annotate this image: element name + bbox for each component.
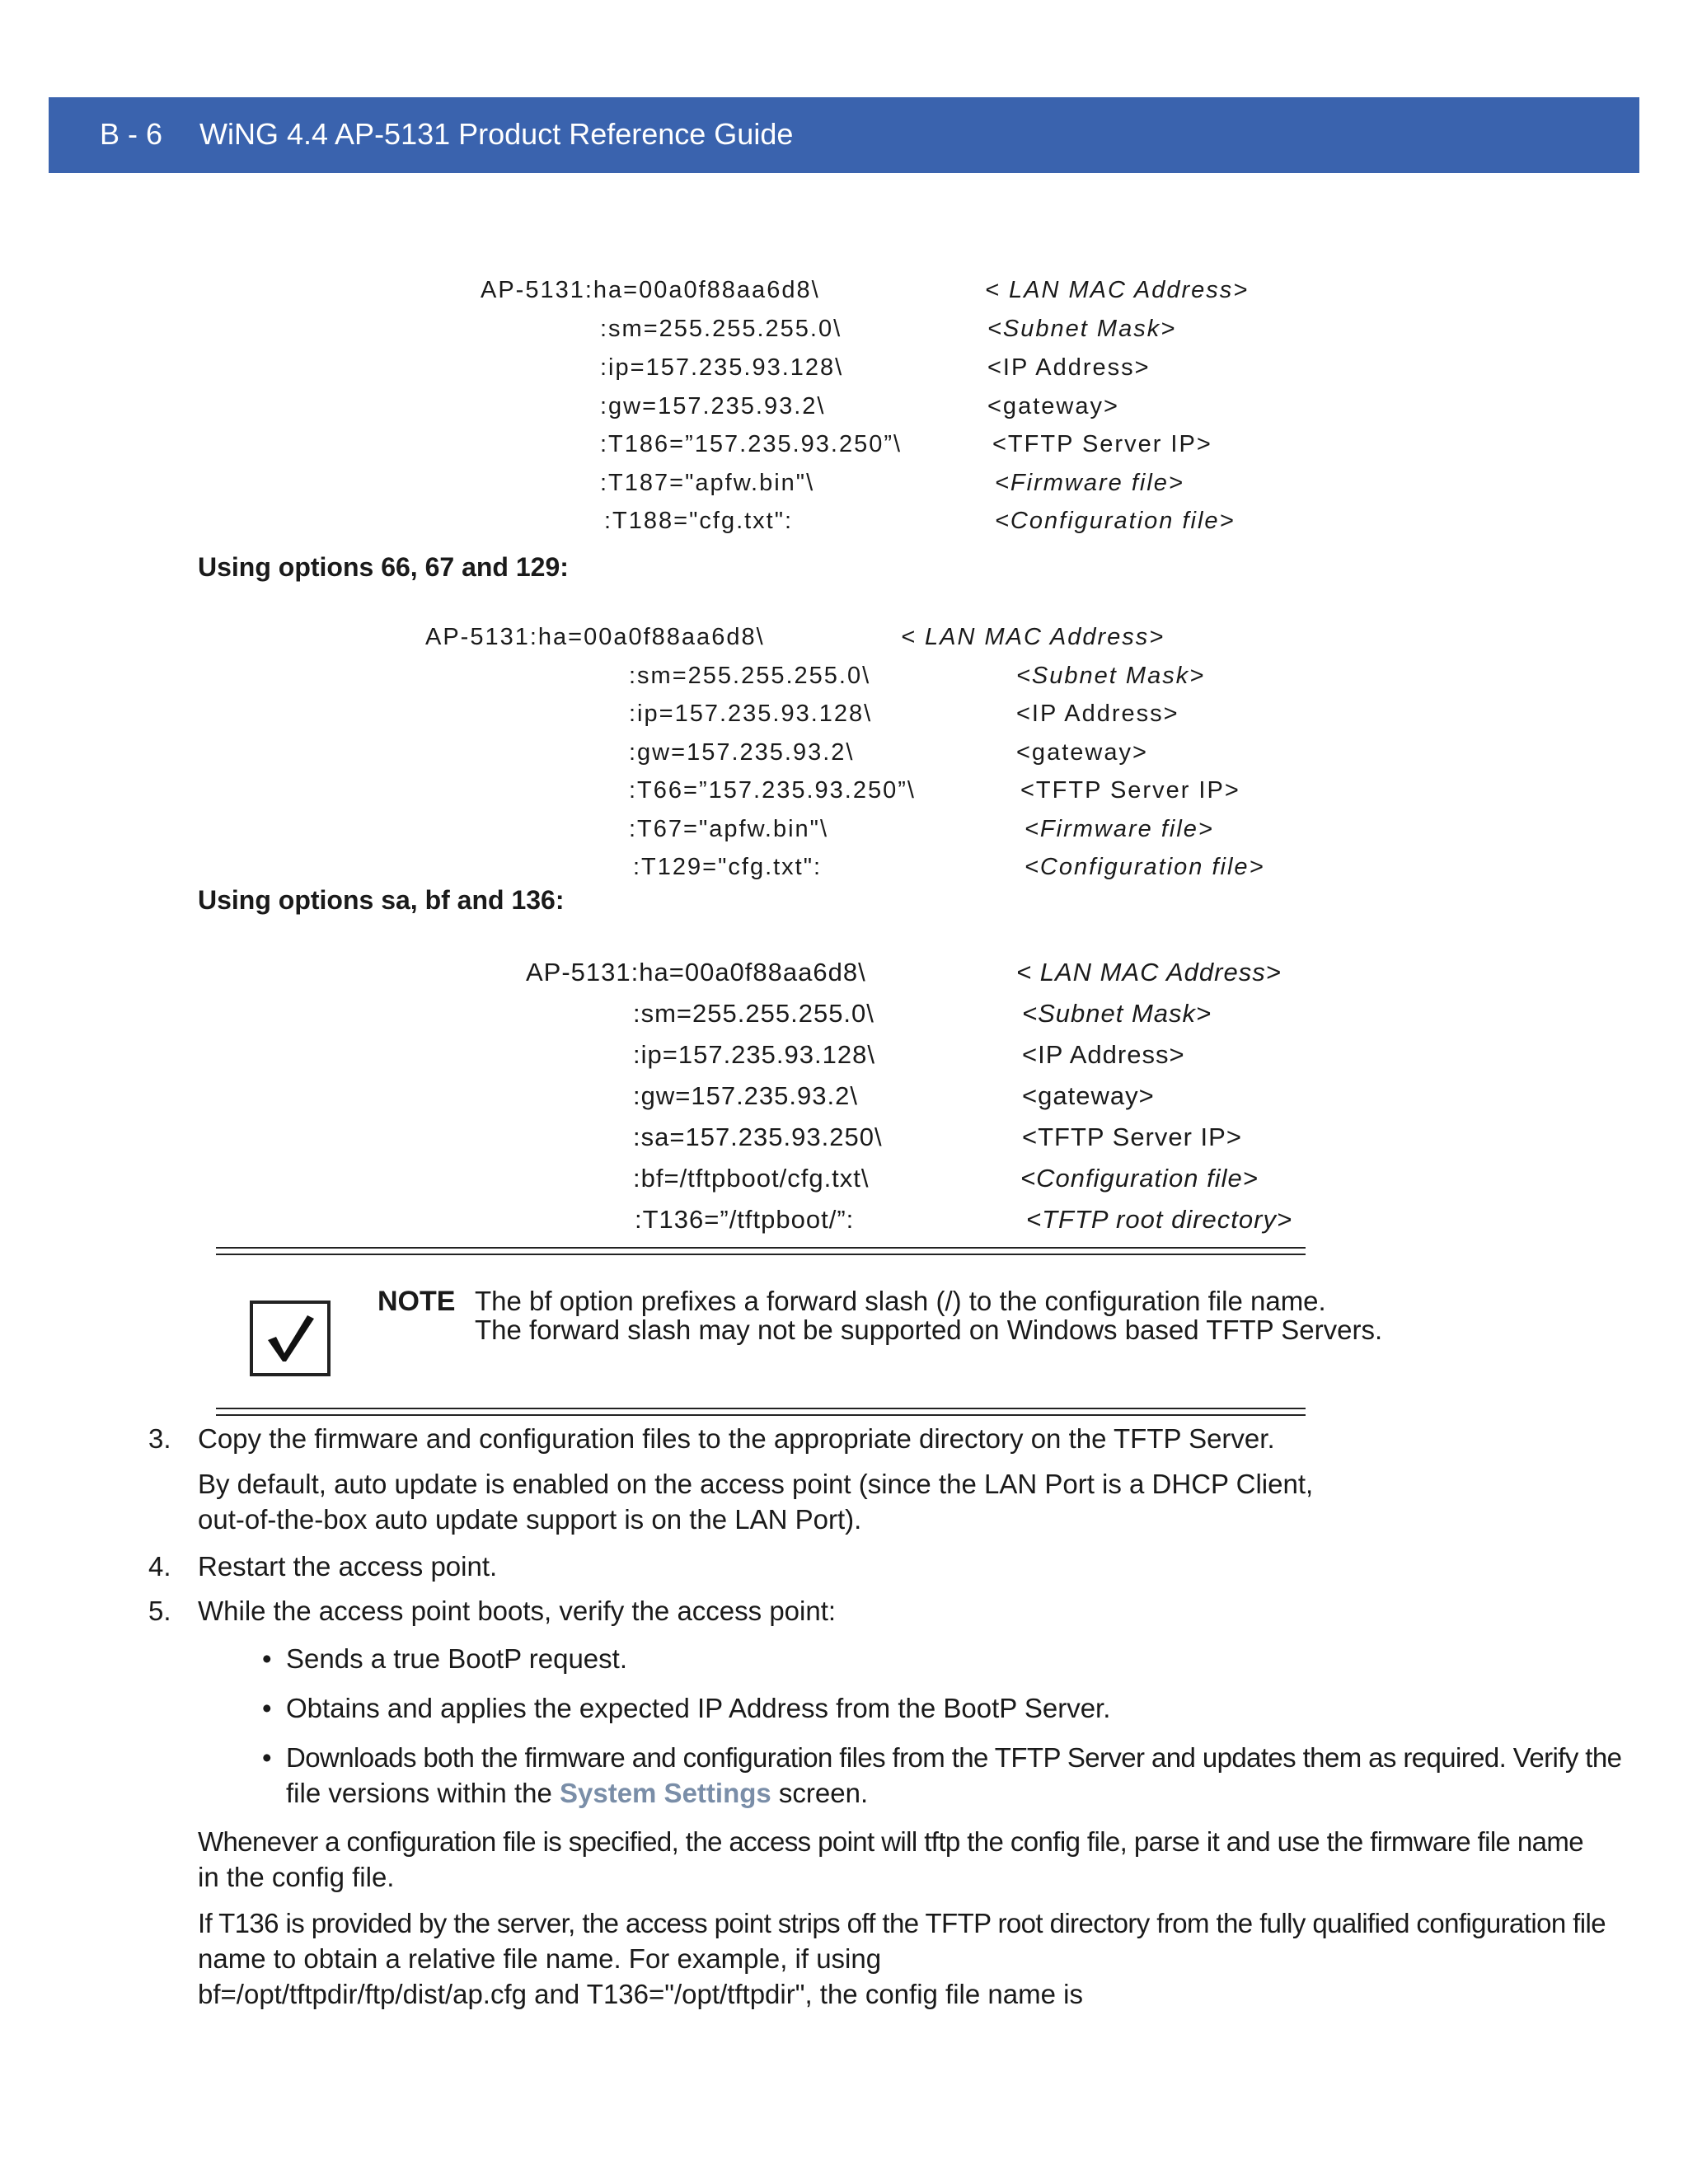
- code-comment: <IP Address>: [1022, 1040, 1185, 1069]
- code-line: :gw=157.235.93.2\: [600, 393, 826, 419]
- code-comment: <IP Address>: [987, 354, 1151, 381]
- checkmark-icon: [256, 1307, 324, 1370]
- bullet-icon: •: [262, 1742, 272, 1773]
- code-line: :gw=157.235.93.2\: [633, 1081, 858, 1110]
- code-line: :T66=”157.235.93.250”\: [629, 777, 916, 804]
- section-heading: Using options 66, 67 and 129:: [198, 552, 569, 582]
- page-header: [49, 97, 1639, 173]
- code-line: :gw=157.235.93.2\: [629, 739, 855, 766]
- code-comment: <TFTP Server IP>: [1022, 1122, 1242, 1151]
- paragraph: Whenever a configuration file is specified, the access point will tftp the config file, parse it and use the firmware file name: [198, 1826, 1584, 1857]
- code-line: :ip=157.235.93.128\: [629, 701, 873, 727]
- note-rule-bottom: [216, 1408, 1306, 1409]
- note-label: NOTE: [377, 1286, 456, 1317]
- code-line: :ip=157.235.93.128\: [633, 1040, 875, 1069]
- code-comment: <Firmware file>: [995, 470, 1184, 496]
- code-comment: <gateway>: [987, 393, 1119, 419]
- code-line: :sm=255.255.255.0\: [600, 316, 842, 342]
- step-paragraph: By default, auto update is enabled on the access point (since the LAN Port is a DHCP Client,: [198, 1469, 1314, 1499]
- note-checkbox: [250, 1301, 331, 1376]
- section-heading: Using options sa, bf and 136:: [198, 885, 565, 915]
- code-line: :T136=”/tftpboot/”:: [635, 1205, 855, 1234]
- step-paragraph: out-of-the-box auto update support is on the LAN Port).: [198, 1504, 862, 1535]
- code-comment: < LAN MAC Address>: [985, 277, 1250, 303]
- step-number: 3.: [148, 1423, 171, 1454]
- code-line: :sm=255.255.255.0\: [633, 999, 874, 1028]
- code-comment: <Firmware file>: [1025, 816, 1214, 842]
- paragraph: If T136 is provided by the server, the access point strips off the TFTP root directory from the fully qualified configuration file: [198, 1908, 1606, 1938]
- code-line: :T187="apfw.bin"\: [600, 470, 815, 496]
- note-rule-top: [216, 1247, 1306, 1249]
- code-line: :sa=157.235.93.250\: [633, 1122, 883, 1151]
- code-comment: <gateway>: [1022, 1081, 1155, 1110]
- system-settings-link[interactable]: System Settings: [559, 1778, 771, 1808]
- paragraph: bf=/opt/tftpdir/ftp/dist/ap.cfg and T136="/opt/tftpdir", the config file name is: [198, 1979, 1083, 2009]
- code-line: AP-5131:ha=00a0f88aa6d8\: [526, 958, 866, 987]
- code-line: :T186=”157.235.93.250”\: [600, 431, 903, 457]
- bullet-icon: •: [262, 1693, 272, 1723]
- document-title: WiNG 4.4 AP-5131 Product Reference Guide: [199, 117, 794, 151]
- code-comment: <Subnet Mask>: [1022, 999, 1212, 1028]
- code-comment: <IP Address>: [1016, 701, 1179, 727]
- code-comment: <Configuration file>: [1025, 854, 1265, 880]
- bullet-item: Obtains and applies the expected IP Address from the BootP Server.: [286, 1693, 1111, 1723]
- code-line: :T67="apfw.bin"\: [629, 816, 829, 842]
- code-comment: <Configuration file>: [1020, 1164, 1259, 1193]
- code-line: :sm=255.255.255.0\: [629, 663, 871, 689]
- step-text: Restart the access point.: [198, 1551, 498, 1582]
- code-comment: <TFTP Server IP>: [992, 431, 1212, 457]
- code-line: AP-5131:ha=00a0f88aa6d8\: [481, 277, 820, 303]
- code-comment: <gateway>: [1016, 739, 1148, 766]
- note-rule-top: [216, 1254, 1306, 1255]
- code-comment: <Subnet Mask>: [1016, 663, 1206, 689]
- bullet-item: Downloads both the firmware and configuration files from the TFTP Server and updates them as required. Verify the: [286, 1742, 1622, 1773]
- step-number: 5.: [148, 1596, 171, 1626]
- step-text: Copy the firmware and configuration files to the appropriate directory on the TFTP Server.: [198, 1423, 1275, 1454]
- note-text: The bf option prefixes a forward slash (/) to the configuration file name.: [475, 1286, 1326, 1316]
- code-line: :T188="cfg.txt":: [604, 508, 794, 534]
- note-text: The forward slash may not be supported on Windows based TFTP Servers.: [475, 1315, 1383, 1345]
- step-number: 4.: [148, 1551, 171, 1582]
- code-comment: < LAN MAC Address>: [901, 624, 1165, 650]
- paragraph: name to obtain a relative file name. For example, if using: [198, 1943, 882, 1974]
- code-comment: < LAN MAC Address>: [1016, 958, 1282, 987]
- code-comment: <Subnet Mask>: [987, 316, 1177, 342]
- paragraph: in the config file.: [198, 1862, 395, 1892]
- code-comment: <Configuration file>: [995, 508, 1236, 534]
- code-comment: <TFTP root directory>: [1026, 1205, 1293, 1234]
- step-text: While the access point boots, verify the access point:: [198, 1596, 837, 1626]
- code-line: :T129="cfg.txt":: [633, 854, 823, 880]
- note-rule-bottom: [216, 1414, 1306, 1416]
- page-number: B - 6: [100, 117, 163, 151]
- bullet-item: Sends a true BootP request.: [286, 1643, 627, 1674]
- code-line: :ip=157.235.93.128\: [600, 354, 844, 381]
- bullet-icon: •: [262, 1643, 272, 1674]
- bullet-item-continued: file versions within the System Settings screen.: [286, 1778, 869, 1808]
- code-line: AP-5131:ha=00a0f88aa6d8\: [425, 624, 765, 650]
- code-comment: <TFTP Server IP>: [1020, 777, 1240, 804]
- code-line: :bf=/tftpboot/cfg.txt\: [633, 1164, 870, 1193]
